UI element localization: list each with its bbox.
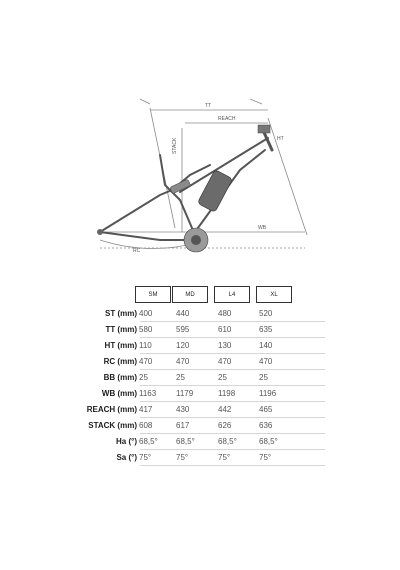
cell-sm: 400	[139, 309, 153, 318]
cell-xl: 1196	[259, 389, 277, 398]
table-row-wb	[0, 386, 400, 402]
seat-stay	[100, 165, 210, 232]
frame-geometry-diagram	[0, 0, 400, 280]
size-header-md: MD	[172, 286, 208, 303]
cell-xl: 68,5°	[259, 437, 278, 446]
table-row-sa	[0, 450, 400, 466]
battery-pack	[197, 170, 232, 213]
cell-md: 120	[176, 341, 190, 350]
cell-sm: 110	[139, 341, 152, 350]
cell-l4: 68,5°	[218, 437, 237, 446]
cell-sm: 75°	[139, 453, 152, 462]
row-label: Sa (°)	[116, 453, 137, 462]
row-label: TT (mm)	[105, 325, 137, 334]
crank-axle	[191, 235, 201, 245]
row-divider	[140, 465, 325, 466]
row-label: STACK (mm)	[88, 421, 137, 430]
tt-label: TT	[205, 103, 212, 109]
cell-l4: 610	[218, 325, 232, 334]
cell-l4: 25	[218, 373, 227, 382]
cell-md: 595	[176, 325, 190, 334]
table-row-bb	[0, 370, 400, 386]
cell-l4: 1198	[218, 389, 236, 398]
cell-sm: 417	[139, 405, 153, 414]
cell-l4: 626	[218, 421, 232, 430]
ht-label: HT	[277, 136, 284, 142]
cell-xl: 635	[259, 325, 273, 334]
cell-xl: 636	[259, 421, 273, 430]
cell-xl: 520	[259, 309, 273, 318]
table-row-ha	[0, 434, 400, 450]
stack-label: STACK	[172, 137, 178, 154]
table-row-st	[0, 306, 400, 322]
cell-sm: 470	[139, 357, 153, 366]
chain-stay	[100, 232, 195, 240]
cell-l4: 130	[218, 341, 232, 350]
head-tube-cap	[258, 125, 270, 133]
row-label: HT (mm)	[104, 341, 137, 350]
cell-xl: 75°	[259, 453, 272, 462]
table-row-reach	[0, 402, 400, 418]
cell-md: 617	[176, 421, 190, 430]
row-label: BB (mm)	[103, 373, 137, 382]
table-row-tt	[0, 322, 400, 338]
cell-l4: 442	[218, 405, 232, 414]
seat-post-tick	[140, 99, 150, 104]
cell-xl: 25	[259, 373, 268, 382]
row-label: RC (mm)	[103, 357, 137, 366]
cell-md: 440	[176, 309, 190, 318]
row-label: REACH (mm)	[86, 405, 137, 414]
table-row-ht	[0, 338, 400, 354]
rear-axle	[97, 229, 103, 235]
head-tube-tick	[250, 99, 262, 104]
cell-xl: 140	[259, 341, 273, 350]
size-header-sm: SM	[135, 286, 171, 303]
cell-xl: 470	[259, 357, 273, 366]
size-header-l4: L4	[214, 286, 250, 303]
row-label: WB (mm)	[101, 389, 137, 398]
head-angle-line	[268, 118, 307, 235]
rc-label: RC	[133, 248, 141, 254]
seat-tube	[160, 155, 195, 235]
cell-sm: 608	[139, 421, 153, 430]
cell-md: 470	[176, 357, 190, 366]
row-label: ST (mm)	[105, 309, 137, 318]
cell-sm: 1163	[139, 389, 157, 398]
cell-sm: 25	[139, 373, 148, 382]
cell-sm: 68,5°	[139, 437, 158, 446]
cell-l4: 480	[218, 309, 232, 318]
wb-label: WB	[258, 225, 267, 231]
row-label: Ha (°)	[116, 437, 137, 446]
cell-md: 68,5°	[176, 437, 195, 446]
reach-label: REACH	[218, 116, 236, 122]
table-row-rc	[0, 354, 400, 370]
cell-l4: 75°	[218, 453, 231, 462]
cell-md: 75°	[176, 453, 189, 462]
cell-xl: 465	[259, 405, 273, 414]
cell-sm: 580	[139, 325, 153, 334]
table-row-stack	[0, 418, 400, 434]
cell-md: 25	[176, 373, 185, 382]
cell-md: 430	[176, 405, 190, 414]
cell-md: 1179	[176, 389, 194, 398]
size-header-xl: XL	[256, 286, 292, 303]
cell-l4: 470	[218, 357, 232, 366]
